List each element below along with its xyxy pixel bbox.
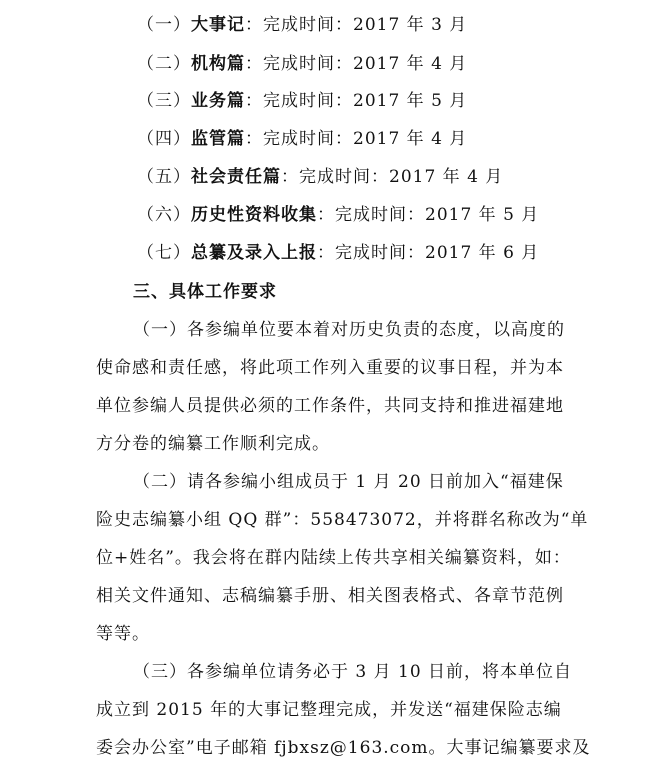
schedule-item-name: 机构篇 xyxy=(191,54,245,74)
schedule-item-2 xyxy=(0,52,666,76)
schedule-item-name: 业务篇 xyxy=(191,91,245,111)
schedule-item-text: ：完成时间：2017 年 4 月 xyxy=(281,167,504,187)
paragraph-2-line-3: 位+姓名”。我会将在群内陆续上传共享相关编纂资料，如： xyxy=(96,548,571,568)
schedule-item-text: ：完成时间：2017 年 5 月 xyxy=(245,91,468,111)
schedule-item-text: ：完成时间：2017 年 4 月 xyxy=(245,54,468,74)
paragraph-1-line-3: 单位参编人员提供必须的工作条件，共同支持和推进福建地 xyxy=(96,396,564,416)
paragraph-1-line-4: 方分卷的编纂工作顺利完成。 xyxy=(96,434,330,454)
schedule-item-name: 大事记 xyxy=(191,15,245,35)
schedule-item-3 xyxy=(0,89,666,113)
schedule-item-label: （二） xyxy=(137,54,191,74)
schedule-item-5 xyxy=(0,165,666,189)
paragraph-1-line-1: （一）各参编单位要本着对历史负责的态度，以高度的 xyxy=(133,320,565,340)
schedule-item-label: （五） xyxy=(137,167,191,187)
schedule-item-name: 历史性资料收集 xyxy=(191,205,317,225)
schedule-item-label: （六） xyxy=(137,205,191,225)
schedule-item-text: ：完成时间：2017 年 6 月 xyxy=(317,243,540,263)
schedule-item-text: ：完成时间：2017 年 3 月 xyxy=(245,15,468,35)
paragraph-1-line-2: 使命感和责任感，将此项工作列入重要的议事日程，并为本 xyxy=(96,358,564,378)
paragraph-3-line-3: 委会办公室”电子邮箱 fjbxsz@163.com。大事记编纂要求及 xyxy=(96,738,591,758)
paragraph-3-line-1: （三）各参编单位请务必于 3 月 10 日前，将本单位自 xyxy=(133,662,573,682)
schedule-item-text: ：完成时间：2017 年 5 月 xyxy=(317,205,540,225)
schedule-item-text: ：完成时间：2017 年 4 月 xyxy=(245,129,468,149)
schedule-item-7 xyxy=(0,241,666,265)
schedule-item-6 xyxy=(0,203,666,227)
schedule-item-4 xyxy=(0,127,666,151)
paragraph-2-line-1: （二）请各参编小组成员于 1 月 20 日前加入“福建保 xyxy=(133,472,564,492)
paragraph-2-line-4: 相关文件通知、志稿编纂手册、相关图表格式、各章节范例 xyxy=(96,586,564,606)
schedule-item-name: 监管篇 xyxy=(191,129,245,149)
schedule-item-label: （一） xyxy=(137,15,191,35)
section-heading: 三、具体工作要求 xyxy=(133,282,277,302)
schedule-item-label: （三） xyxy=(137,91,191,111)
schedule-item-1 xyxy=(0,13,666,37)
schedule-item-label: （七） xyxy=(137,243,191,263)
schedule-item-label: （四） xyxy=(137,129,191,149)
schedule-item-name: 总纂及录入上报 xyxy=(191,243,317,263)
schedule-item-name: 社会责任篇 xyxy=(191,167,281,187)
paragraph-3-line-2: 成立到 2015 年的大事记整理完成，并发送“福建保险志编 xyxy=(96,700,562,720)
paragraph-2-line-5: 等等。 xyxy=(96,624,150,644)
paragraph-2-line-2: 险史志编纂小组 QQ 群”：558473072，并将群名称改为“单 xyxy=(96,510,589,530)
